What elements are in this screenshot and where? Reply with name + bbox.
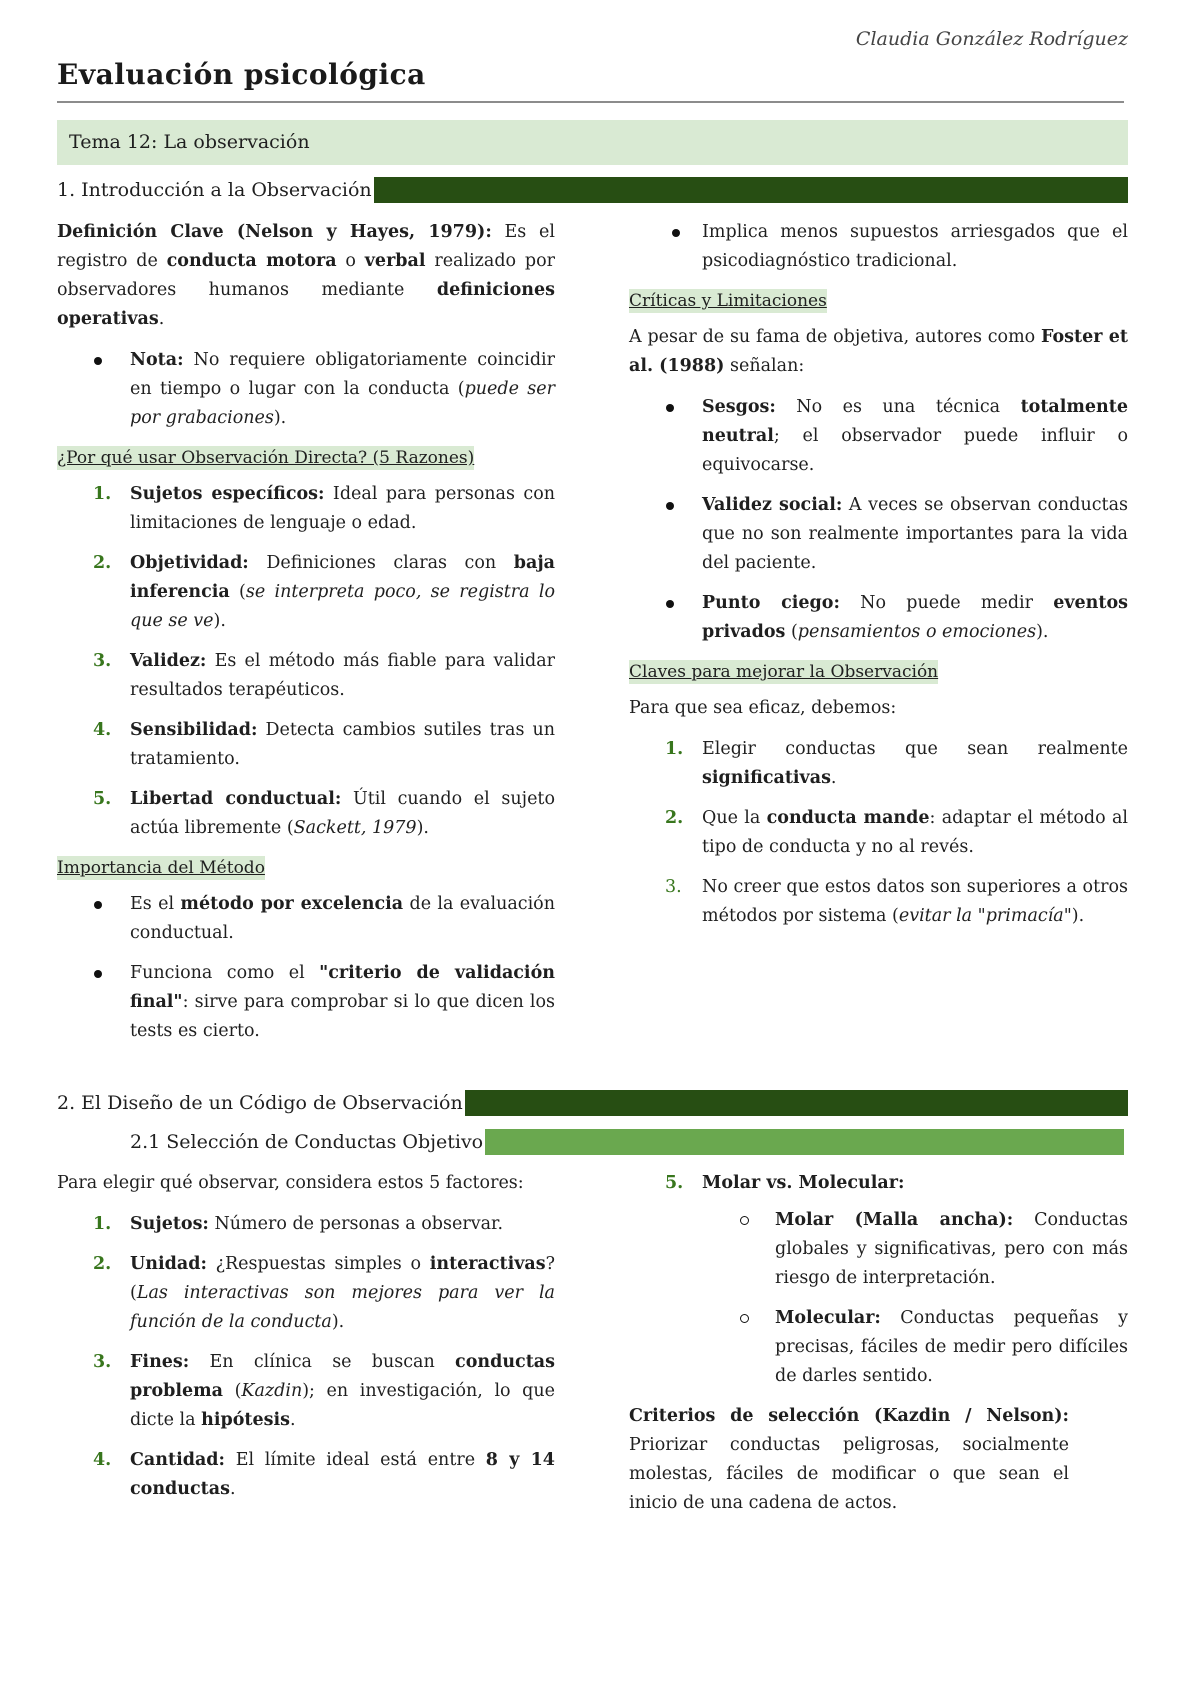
factor-bold: interactivas	[429, 1254, 546, 1274]
list-number: 5.	[93, 789, 112, 809]
factor-text: ? (	[130, 1254, 555, 1303]
critic-bold: eventos privados	[702, 593, 1128, 642]
key-text: ).	[1071, 906, 1085, 926]
list-item	[57, 1210, 555, 1239]
factor-bold: conductas problema	[130, 1352, 555, 1401]
molar-molecular-wrapper	[629, 1206, 1128, 1391]
list-number: 3.	[93, 651, 112, 671]
section-1-title: 1. Introducción a la Observación	[57, 179, 372, 201]
critic-text: A veces se observan conductas que no son realmente importantes para la vida del paciente.	[702, 495, 1128, 573]
list-number: 2.	[665, 808, 684, 828]
importance-text: Funciona como el	[130, 963, 320, 983]
list-number: 3.	[93, 1352, 112, 1372]
molecular-text: Conductas pequeñas y precisas, fáciles de medir pero difíciles de darles sentido.	[775, 1308, 1128, 1386]
list-item	[57, 647, 555, 705]
reason-bold: baja inferencia	[130, 553, 555, 602]
topic-title: Tema 12: La observación	[69, 131, 310, 153]
critic-text: No es una técnica	[775, 397, 1021, 417]
list-number: 4.	[93, 720, 112, 740]
criteria-label: Criterios de selección (Kazdin / Nelson):	[629, 1406, 1069, 1426]
critic-label: Validez social:	[702, 495, 843, 515]
list-number: 1.	[93, 1214, 112, 1234]
list-item	[57, 785, 555, 843]
reason-label: Libertad conductual:	[130, 789, 342, 809]
list-item	[629, 218, 1128, 276]
factor-text: En clínica se buscan	[189, 1352, 456, 1372]
list-item	[629, 735, 1128, 793]
factor-text: ); en investigación, lo que dicte la	[130, 1381, 555, 1430]
section-1-bar	[374, 177, 1128, 203]
factor-text: .	[290, 1410, 296, 1430]
critics-text: señalan:	[724, 356, 805, 376]
reason-label: Validez:	[130, 651, 207, 671]
keys-intro: Para que sea eficaz, debemos:	[629, 698, 897, 718]
importance-text: Es el	[130, 894, 181, 914]
reason-label: Sensibilidad:	[130, 720, 258, 740]
bullet-icon	[672, 229, 680, 237]
list-item	[629, 589, 1128, 647]
list-item	[702, 1304, 1128, 1391]
bullet-icon	[666, 600, 674, 608]
circle-bullet-icon	[740, 1216, 749, 1225]
factor-text: ¿Respuestas simples o	[206, 1254, 430, 1274]
title-divider	[57, 101, 1124, 103]
note-list	[57, 346, 555, 433]
list-number: 3.	[665, 877, 682, 897]
factors-list	[57, 1210, 555, 1504]
factors-intro: Para elegir qué observar, considera estos 5 factores:	[57, 1173, 524, 1193]
key-italic: evitar la "primacía"	[898, 906, 1072, 926]
subsection-title: 2.1 Selección de Conductas Objetivo	[130, 1131, 484, 1153]
importance-bold: método por excelencia	[180, 894, 404, 914]
reason-label: Sujetos específicos:	[130, 484, 325, 504]
key-text: Que la	[702, 808, 767, 828]
molar-text: Conductas globales y significativas, pero con más riesgo de interpretación.	[775, 1210, 1128, 1288]
definition-bold: conducta motora	[166, 251, 337, 271]
author-name: Claudia González Rodríguez	[855, 28, 1128, 50]
list-item	[57, 1446, 555, 1504]
criteria-text: Priorizar conductas peligrosas, socialmente molestas, fáciles de modificar o que sean el inicio de una cadena de actos.	[629, 1435, 1069, 1513]
bullet-icon	[94, 970, 102, 978]
subsection-heading	[130, 1129, 1124, 1155]
factor-label: Molar vs. Molecular:	[702, 1173, 905, 1193]
key-text: No creer que estos datos son superiores a otros métodos por sistema (	[702, 877, 1128, 926]
bullet-icon	[666, 404, 674, 412]
list-item	[57, 346, 555, 433]
list-number: 1.	[665, 739, 684, 759]
list-item	[57, 890, 555, 948]
list-item	[629, 491, 1128, 578]
definition-lead: Definición Clave (Nelson y Hayes, 1979):	[57, 222, 492, 242]
factor-bold: 8 y 14 conductas	[130, 1450, 555, 1499]
critic-label: Sesgos:	[702, 397, 776, 417]
factor-text: ).	[331, 1312, 345, 1332]
list-item	[629, 873, 1128, 931]
document-title: Evaluación psicológica	[57, 58, 426, 91]
critics-heading: Críticas y Limitaciones	[629, 291, 827, 311]
critics-text: A pesar de su fama de objetiva, autores como	[629, 327, 1042, 347]
implication-list	[629, 218, 1128, 276]
list-item	[57, 480, 555, 538]
section-2-left-column	[57, 1169, 555, 1515]
section-2-heading	[57, 1090, 1128, 1116]
note-italic: puede ser por grabaciones	[130, 379, 555, 428]
list-number: 4.	[93, 1450, 112, 1470]
note-text: ).	[273, 408, 287, 428]
section-2-bar	[465, 1090, 1128, 1116]
list-number: 1.	[93, 484, 112, 504]
critics-bold: Foster et al. (1988)	[629, 327, 1128, 376]
factor-label: Sujetos:	[130, 1214, 209, 1234]
definition-paragraph	[57, 218, 555, 334]
reasons-list	[57, 480, 555, 843]
bullet-icon	[94, 901, 102, 909]
definition-bold: definiciones operativas	[57, 280, 555, 329]
critic-bold: totalmente neutral	[702, 397, 1128, 446]
reason-text: Es el método más fiable para validar resultados terapéuticos.	[130, 651, 555, 700]
reason-text: ).	[416, 818, 429, 838]
subsection-bar	[485, 1129, 1124, 1155]
topic-banner	[57, 120, 1128, 165]
reason-text: Definiciones claras con	[248, 553, 514, 573]
reason-text: (	[229, 582, 246, 602]
critics-list	[629, 393, 1128, 647]
importance-text: : sirve para comprobar si lo que dicen los tests es cierto.	[130, 992, 555, 1041]
reason-text: ).	[213, 611, 226, 631]
list-number: 5.	[665, 1173, 684, 1193]
list-item	[57, 716, 555, 774]
implication-text: Implica menos supuestos arriesgados que el psicodiagnóstico tradicional.	[702, 222, 1128, 271]
critic-italic: pensamientos o emociones	[797, 622, 1037, 642]
criteria-paragraph	[629, 1402, 1069, 1518]
definition-text: realizado por observadores humanos mediante	[57, 251, 555, 300]
note-text: No requiere obligatoriamente coincidir en tiempo o lugar con la conducta (	[130, 350, 555, 399]
circle-bullet-icon	[740, 1314, 749, 1323]
critic-text: (	[785, 622, 798, 642]
section-1-heading	[57, 177, 1128, 203]
list-item	[57, 549, 555, 636]
reason-italic: se interpreta poco, se registra lo que se ve	[130, 582, 556, 631]
note-label: Nota:	[130, 350, 184, 370]
importance-text: de la evaluación conductual.	[130, 894, 555, 943]
reason-text: Detecta cambios sutiles tras un tratamiento.	[130, 720, 555, 769]
section-2-title: 2. El Diseño de un Código de Observación	[57, 1092, 463, 1114]
importance-bold: "criterio de validación final"	[130, 963, 555, 1012]
why-heading: ¿Por qué usar Observación Directa? (5 Razones)	[57, 448, 475, 468]
keys-list	[629, 735, 1128, 931]
list-item	[702, 1206, 1128, 1293]
importance-list	[57, 890, 555, 1046]
list-item	[629, 1169, 1128, 1198]
critic-text: ; el observador puede influir o equivocarse.	[702, 426, 1128, 475]
factor-label: Unidad:	[130, 1254, 207, 1274]
list-number: 2.	[93, 1254, 112, 1274]
section-2-right-column	[629, 1169, 1128, 1530]
factor-text: .	[229, 1479, 236, 1499]
factor-label: Fines:	[130, 1352, 190, 1372]
reason-label: Objetividad:	[130, 553, 249, 573]
molar-molecular-list	[702, 1206, 1128, 1391]
factor-bold: hipótesis	[201, 1410, 291, 1430]
list-item	[57, 1250, 555, 1337]
critic-label: Punto ciego:	[702, 593, 840, 613]
factor-label: Cantidad:	[130, 1450, 225, 1470]
critic-text: ).	[1036, 622, 1049, 642]
reason-text: Ideal para personas con limitaciones de lenguaje o edad.	[130, 484, 556, 533]
molecular-label: Molecular:	[775, 1308, 881, 1328]
list-item	[57, 959, 555, 1046]
key-bold: significativas	[702, 768, 831, 788]
definition-text: .	[158, 309, 165, 329]
importance-heading: Importancia del Método	[57, 858, 265, 878]
definition-bold: verbal	[364, 251, 426, 271]
molar-label: Molar (Malla ancha):	[775, 1210, 1014, 1230]
bullet-icon	[94, 357, 102, 365]
key-text: .	[830, 768, 837, 788]
list-item	[57, 1348, 555, 1435]
reason-italic: Sackett, 1979	[293, 818, 417, 838]
reason-text: Útil cuando el sujeto actúa libremente (	[130, 789, 555, 838]
list-number: 2.	[93, 553, 112, 573]
section-1-left-column	[57, 218, 555, 1057]
list-item	[629, 804, 1128, 862]
factor-italic: Kazdin	[241, 1381, 303, 1401]
factor-text: Número de personas a observar.	[208, 1214, 504, 1234]
key-text: : adaptar el método al tipo de conducta y no al revés.	[702, 808, 1128, 857]
critic-text: No puede medir	[839, 593, 1054, 613]
definition-text: Es el registro de	[57, 222, 555, 271]
factor-italic: Las interactivas son mejores para ver la función de la conducta	[130, 1283, 555, 1332]
critics-intro	[629, 323, 1128, 381]
factor-text: El límite ideal está entre	[225, 1450, 486, 1470]
bullet-icon	[666, 502, 674, 510]
key-text: Elegir conductas que sean realmente	[702, 739, 1128, 759]
key-bold: conducta mande	[766, 808, 930, 828]
factors-list-continued	[629, 1169, 1128, 1198]
factor-text: (	[223, 1381, 242, 1401]
section-1-right-column	[629, 218, 1128, 942]
list-item	[629, 393, 1128, 480]
keys-heading: Claves para mejorar la Observación	[629, 662, 939, 682]
definition-text: o	[336, 251, 365, 271]
